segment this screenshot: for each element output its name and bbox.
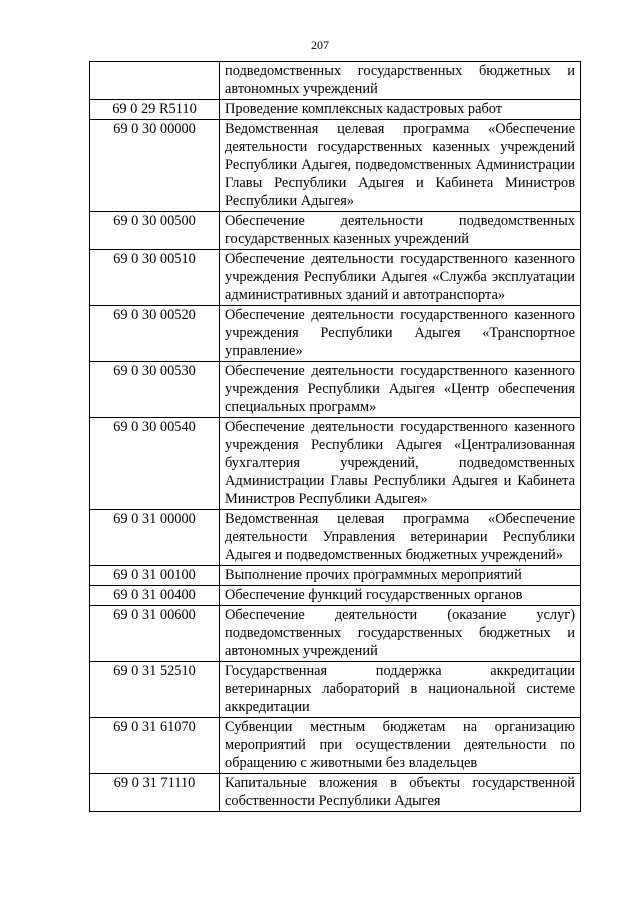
code-cell: 69 0 31 61070 (90, 718, 220, 774)
code-cell: 69 0 31 00000 (90, 510, 220, 566)
description-cell: Обеспечение деятельности подведомственных государственных казенных учреждений (220, 212, 581, 250)
description-cell: Обеспечение деятельности государственного казенного учреждения Республики Адыгея «Централизованная бухгалтерия учреждений, подведомственных Администрации Главы Республики Адыгея и Кабинета Министров Республики Адыгея» (220, 418, 581, 510)
table-row (90, 250, 581, 306)
description-cell: Обеспечение функций государственных органов (220, 586, 581, 606)
table-row (90, 418, 581, 510)
table-row (90, 566, 581, 586)
table-row (90, 100, 581, 120)
code-cell: 69 0 30 00000 (90, 120, 220, 212)
table-row (90, 662, 581, 718)
code-cell: 69 0 31 00400 (90, 586, 220, 606)
code-cell: 69 0 31 00100 (90, 566, 220, 586)
table-row (90, 774, 581, 812)
description-cell: Обеспечение деятельности государственного казенного учреждения Республики Адыгея «Центр обеспечения специальных программ» (220, 362, 581, 418)
description-cell: Обеспечение деятельности (оказание услуг) подведомственных государственных бюджетных и автономных учреждений (220, 606, 581, 662)
description-cell: подведомственных государственных бюджетных и автономных учреждений (220, 62, 581, 100)
table-row (90, 362, 581, 418)
description-cell: Обеспечение деятельности государственного казенного учреждения Республики Адыгея «Служба эксплуатации административных зданий и автотранспорта» (220, 250, 581, 306)
description-cell: Ведомственная целевая программа «Обеспечение деятельности государственных казенных учреждений Республики Адыгея, подведомственных Администрации Главы Республики Адыгея и Кабинета Министров Республики Адыгея» (220, 120, 581, 212)
table-row (90, 718, 581, 774)
code-cell: 69 0 30 00500 (90, 212, 220, 250)
code-cell: 69 0 29 R5110 (90, 100, 220, 120)
table-row (90, 510, 581, 566)
code-cell: 69 0 31 52510 (90, 662, 220, 718)
description-cell: Капитальные вложения в объекты государственной собственности Республики Адыгея (220, 774, 581, 812)
table-row (90, 306, 581, 362)
code-cell: 69 0 30 00510 (90, 250, 220, 306)
page-number: 207 (311, 38, 329, 52)
code-cell: 69 0 31 00600 (90, 606, 220, 662)
budget-codes-table (89, 61, 581, 812)
code-cell: 69 0 30 00520 (90, 306, 220, 362)
table-row (90, 62, 581, 100)
description-cell: Ведомственная целевая программа «Обеспечение деятельности Управления ветеринарии Республики Адыгея и подведомственных бюджетных учреждений» (220, 510, 581, 566)
code-cell (90, 62, 220, 100)
table-row (90, 586, 581, 606)
code-cell: 69 0 31 71110 (90, 774, 220, 812)
code-cell: 69 0 30 00540 (90, 418, 220, 510)
description-cell: Обеспечение деятельности государственного казенного учреждения Республики Адыгея «Транспортное управление» (220, 306, 581, 362)
description-cell: Выполнение прочих программных мероприятий (220, 566, 581, 586)
table-row (90, 120, 581, 212)
code-cell: 69 0 30 00530 (90, 362, 220, 418)
budget-codes-body (90, 62, 581, 812)
table-row (90, 606, 581, 662)
description-cell: Государственная поддержка аккредитации ветеринарных лабораторий в национальной системе аккредитации (220, 662, 581, 718)
description-cell: Субвенции местным бюджетам на организацию мероприятий при осуществлении деятельности по обращению с животными без владельцев (220, 718, 581, 774)
table-row (90, 212, 581, 250)
description-cell: Проведение комплексных кадастровых работ (220, 100, 581, 120)
